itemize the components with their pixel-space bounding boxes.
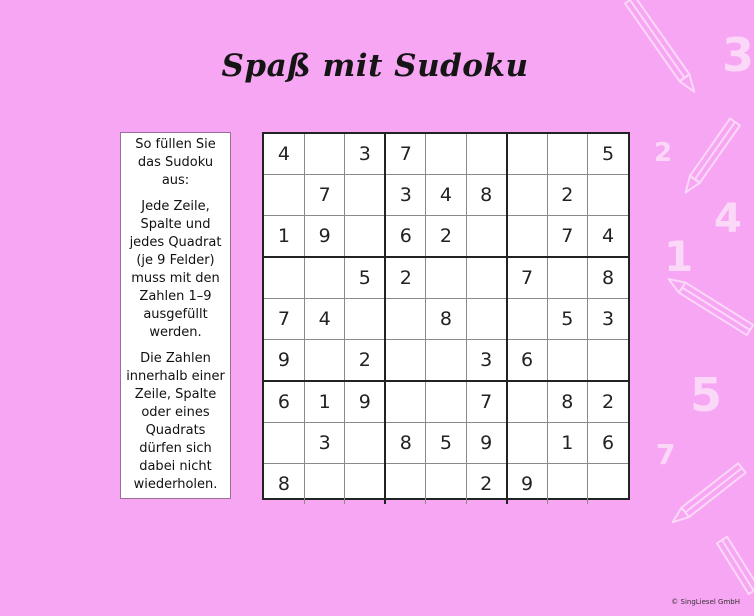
sudoku-row	[264, 299, 628, 340]
pencil-icon	[717, 537, 754, 594]
sudoku-empty-cell[interactable]	[426, 257, 466, 299]
page-title: Spaß mit Sudoku	[221, 48, 529, 84]
sudoku-empty-cell[interactable]	[466, 134, 506, 175]
sudoku-given-cell: 3	[385, 175, 425, 216]
sudoku-empty-cell[interactable]	[345, 299, 385, 340]
sudoku-empty-cell[interactable]	[345, 423, 385, 464]
sudoku-row	[264, 423, 628, 464]
sudoku-empty-cell[interactable]	[547, 464, 587, 505]
decor-number-4: 4	[714, 196, 742, 242]
sudoku-given-cell: 7	[304, 175, 344, 216]
copyright-notice: © SingLiesel GmbH	[671, 598, 740, 606]
sudoku-empty-cell[interactable]	[426, 464, 466, 505]
pencil-icon	[665, 274, 753, 335]
sudoku-given-cell: 6	[507, 340, 547, 382]
sudoku-empty-cell[interactable]	[345, 175, 385, 216]
sudoku-given-cell: 3	[466, 340, 506, 382]
sudoku-given-cell: 9	[264, 340, 304, 382]
sudoku-empty-cell[interactable]	[588, 175, 629, 216]
sudoku-row	[264, 175, 628, 216]
sudoku-empty-cell[interactable]	[304, 134, 344, 175]
sudoku-empty-cell[interactable]	[304, 464, 344, 505]
decor-number-3: 3	[722, 28, 754, 82]
sudoku-empty-cell[interactable]	[345, 216, 385, 258]
sudoku-given-cell: 5	[345, 257, 385, 299]
sudoku-given-cell: 4	[588, 216, 629, 258]
sudoku-row	[264, 340, 628, 382]
sudoku-given-cell: 7	[466, 381, 506, 423]
decor-number-5: 5	[690, 368, 723, 422]
sudoku-given-cell: 2	[547, 175, 587, 216]
sudoku-row	[264, 257, 628, 299]
decor-number-1: 1	[664, 232, 694, 281]
sudoku-given-cell: 6	[264, 381, 304, 423]
sudoku-empty-cell[interactable]	[264, 257, 304, 299]
sudoku-given-cell: 7	[264, 299, 304, 340]
sudoku-empty-cell[interactable]	[507, 175, 547, 216]
sudoku-empty-cell[interactable]	[507, 299, 547, 340]
sudoku-empty-cell[interactable]	[547, 340, 587, 382]
sudoku-given-cell: 9	[345, 381, 385, 423]
sudoku-table	[264, 134, 628, 504]
sudoku-given-cell: 7	[385, 134, 425, 175]
sudoku-empty-cell[interactable]	[507, 134, 547, 175]
sudoku-row	[264, 464, 628, 505]
sudoku-given-cell: 7	[507, 257, 547, 299]
instructions-constraint: Die Zahlen innerhalb einer Zeile, Spalte oder eines Quadrats dürfen sich dabei nicht wiederholen.	[126, 351, 225, 492]
sudoku-empty-cell[interactable]	[385, 381, 425, 423]
sudoku-empty-cell[interactable]	[466, 257, 506, 299]
sudoku-empty-cell[interactable]	[385, 464, 425, 505]
sudoku-empty-cell[interactable]	[345, 464, 385, 505]
sudoku-empty-cell[interactable]	[507, 423, 547, 464]
sudoku-empty-cell[interactable]	[426, 134, 466, 175]
sudoku-row	[264, 381, 628, 423]
sudoku-empty-cell[interactable]	[466, 216, 506, 258]
sudoku-given-cell: 7	[547, 216, 587, 258]
sudoku-empty-cell[interactable]	[466, 299, 506, 340]
sudoku-empty-cell[interactable]	[426, 381, 466, 423]
sudoku-given-cell: 6	[385, 216, 425, 258]
sudoku-empty-cell[interactable]	[588, 464, 629, 505]
sudoku-empty-cell[interactable]	[304, 340, 344, 382]
sudoku-given-cell: 2	[385, 257, 425, 299]
sudoku-given-cell: 8	[547, 381, 587, 423]
pencil-icon	[669, 463, 746, 527]
sudoku-given-cell: 5	[588, 134, 629, 175]
sudoku-given-cell: 1	[264, 216, 304, 258]
sudoku-empty-cell[interactable]	[588, 340, 629, 382]
sudoku-given-cell: 2	[466, 464, 506, 505]
sudoku-given-cell: 8	[588, 257, 629, 299]
sudoku-given-cell: 5	[426, 423, 466, 464]
sudoku-grid	[262, 132, 630, 500]
sudoku-empty-cell[interactable]	[507, 381, 547, 423]
sudoku-given-cell: 4	[304, 299, 344, 340]
sudoku-given-cell: 8	[466, 175, 506, 216]
sudoku-given-cell: 1	[304, 381, 344, 423]
sudoku-given-cell: 6	[588, 423, 629, 464]
instructions-rule: Jede Zeile, Spalte und jedes Quadrat (je 9 Felder) muss mit den Zahlen 1–9 ausgefüllt werden.	[129, 199, 222, 340]
sudoku-empty-cell[interactable]	[304, 257, 344, 299]
sudoku-empty-cell[interactable]	[385, 299, 425, 340]
sudoku-given-cell: 5	[547, 299, 587, 340]
sudoku-given-cell: 1	[547, 423, 587, 464]
sudoku-empty-cell[interactable]	[547, 257, 587, 299]
sudoku-row	[264, 216, 628, 258]
sudoku-given-cell: 3	[588, 299, 629, 340]
sudoku-empty-cell[interactable]	[547, 134, 587, 175]
sudoku-given-cell: 4	[426, 175, 466, 216]
sudoku-given-cell: 9	[507, 464, 547, 505]
sudoku-empty-cell[interactable]	[385, 340, 425, 382]
sudoku-empty-cell[interactable]	[507, 216, 547, 258]
instructions-heading: So füllen Sie das Sudoku aus:	[135, 137, 216, 188]
sudoku-given-cell: 8	[385, 423, 425, 464]
sudoku-given-cell: 2	[345, 340, 385, 382]
sudoku-row	[264, 134, 628, 175]
sudoku-given-cell: 4	[264, 134, 304, 175]
sudoku-given-cell: 8	[426, 299, 466, 340]
sudoku-empty-cell[interactable]	[426, 340, 466, 382]
sudoku-given-cell: 2	[588, 381, 629, 423]
sudoku-given-cell: 2	[426, 216, 466, 258]
sudoku-empty-cell[interactable]	[264, 423, 304, 464]
sudoku-given-cell: 9	[304, 216, 344, 258]
instructions-box	[120, 132, 231, 499]
sudoku-given-cell: 3	[304, 423, 344, 464]
decor-number-2: 2	[654, 138, 673, 168]
decor-number-7: 7	[656, 438, 676, 471]
sudoku-empty-cell[interactable]	[264, 175, 304, 216]
sudoku-given-cell: 3	[345, 134, 385, 175]
pencil-icon	[681, 119, 740, 196]
sudoku-given-cell: 9	[466, 423, 506, 464]
sudoku-given-cell: 8	[264, 464, 304, 505]
